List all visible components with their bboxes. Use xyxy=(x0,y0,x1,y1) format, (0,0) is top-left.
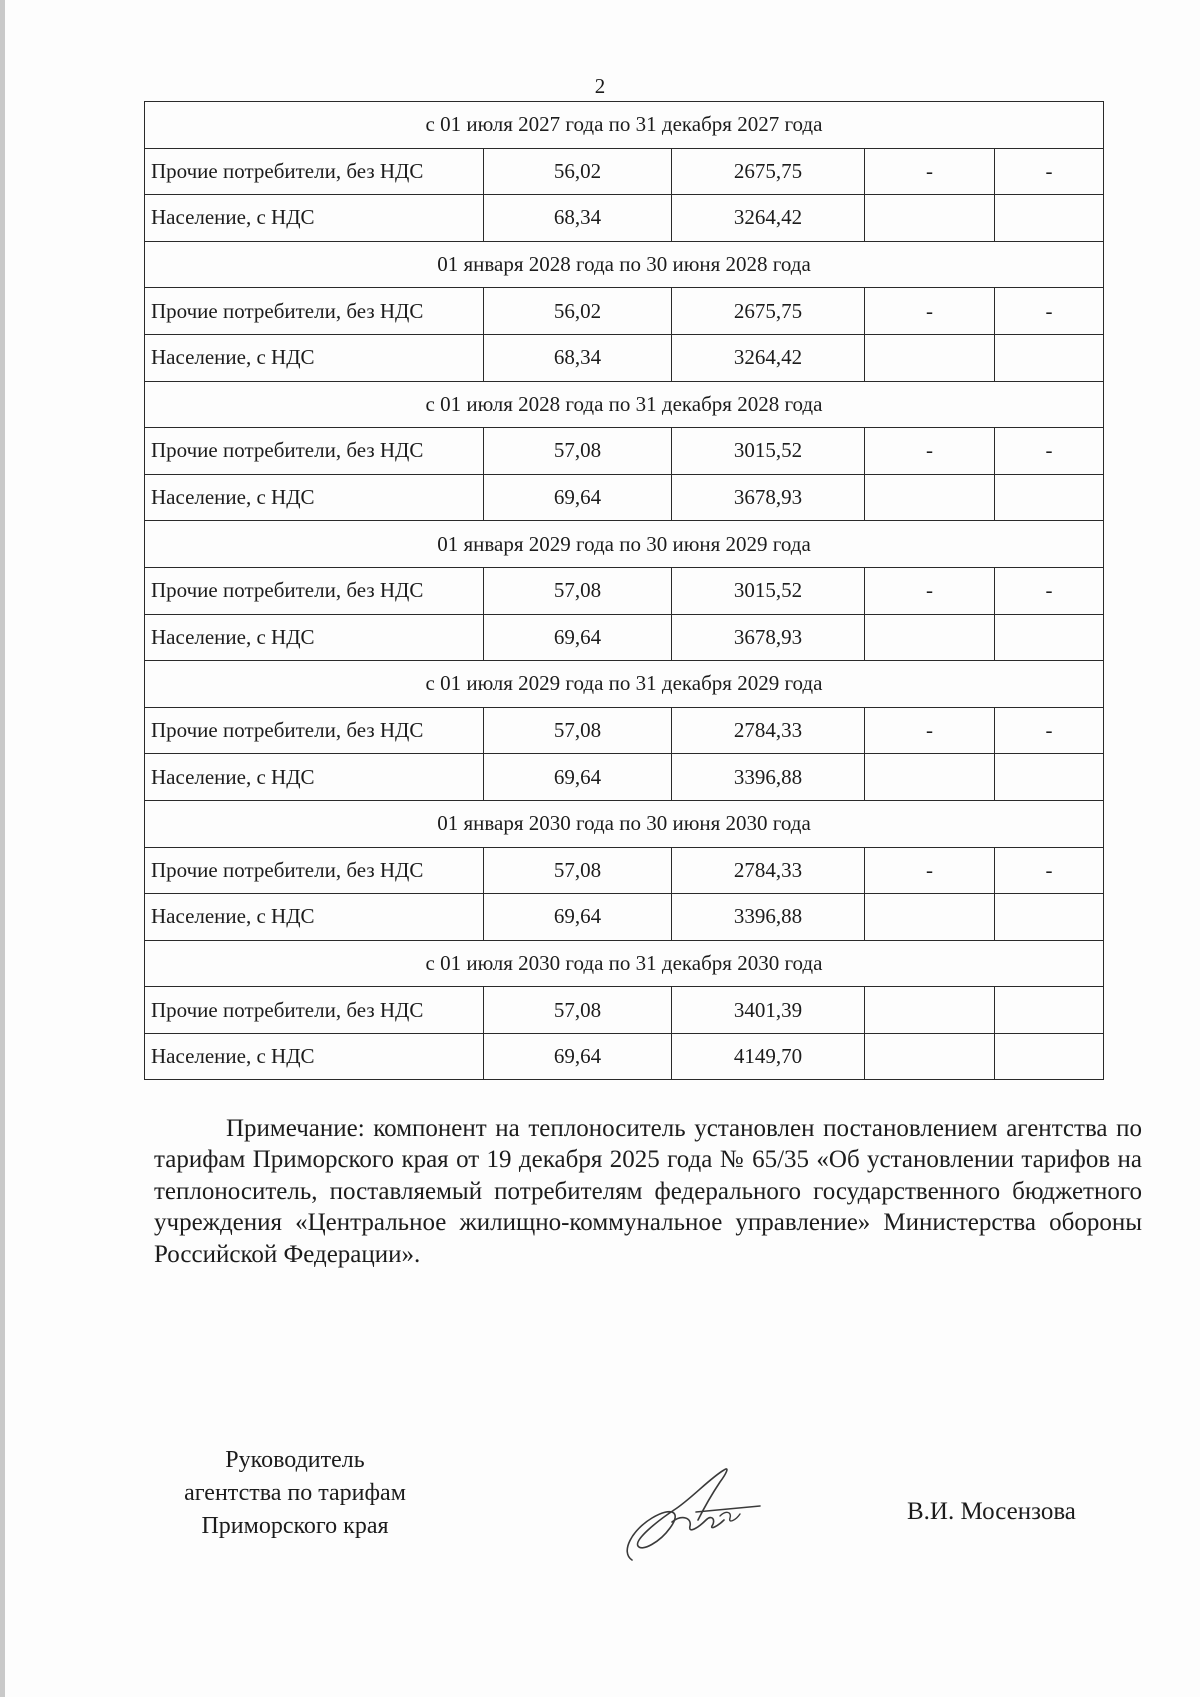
table-row xyxy=(145,474,1104,521)
tariff-value-cell: 2675,75 xyxy=(672,288,865,335)
tariff-value-cell: 68,34 xyxy=(484,334,672,381)
tariff-table xyxy=(144,101,1104,1080)
tariff-extra-cell: - xyxy=(995,428,1104,475)
tariff-value-cell: 4149,70 xyxy=(672,1033,865,1080)
tariff-extra-cell: - xyxy=(865,288,995,335)
signature-title-line: Руководитель xyxy=(225,1447,365,1473)
tariff-value-cell: 2675,75 xyxy=(672,148,865,195)
tariff-value-cell: 3401,39 xyxy=(672,987,865,1034)
tariff-value-cell: 3396,88 xyxy=(672,894,865,941)
tariff-value-cell: 69,64 xyxy=(484,614,672,661)
tariff-extra-cell xyxy=(865,894,995,941)
tariff-extra-cell xyxy=(865,754,995,801)
tariff-value-cell: 69,64 xyxy=(484,1033,672,1080)
tariff-value-cell: 57,08 xyxy=(484,707,672,754)
table-row xyxy=(145,847,1104,894)
period-row xyxy=(145,241,1104,288)
table-row xyxy=(145,614,1104,661)
table-row xyxy=(145,148,1104,195)
table-row xyxy=(145,894,1104,941)
table-row xyxy=(145,754,1104,801)
period-label: с 01 июля 2030 года по 31 декабря 2030 года xyxy=(145,940,1104,987)
table-row xyxy=(145,334,1104,381)
period-row xyxy=(145,940,1104,987)
note-paragraph: Примечание: компонент на теплоноситель установлен постановлением агентства по тарифам Приморского края от 19 декабря 2025 года № 65/35 «Об установлении тарифов на теплоноситель, поставляемый потребителям федерального государственного бюджетного учреждения «Центральное жилищно-коммунальное управление» Министерства обороны Российской Федерации». xyxy=(154,1115,1142,1268)
tariff-value-cell: 69,64 xyxy=(484,894,672,941)
tariff-extra-cell xyxy=(995,614,1104,661)
tariff-extra-cell: - xyxy=(865,847,995,894)
tariff-value-cell: 57,08 xyxy=(484,847,672,894)
tariff-extra-cell xyxy=(995,894,1104,941)
tariff-value-cell: 56,02 xyxy=(484,148,672,195)
table-row xyxy=(145,1033,1104,1080)
tariff-extra-cell: - xyxy=(865,428,995,475)
period-row xyxy=(145,381,1104,428)
period-row xyxy=(145,102,1104,149)
tariff-table-body xyxy=(145,102,1104,1080)
tariff-extra-cell xyxy=(995,334,1104,381)
consumer-category-cell: Население, с НДС xyxy=(145,894,484,941)
tariff-value-cell: 57,08 xyxy=(484,428,672,475)
consumer-category-cell: Население, с НДС xyxy=(145,754,484,801)
consumer-category-cell: Прочие потребители, без НДС xyxy=(145,707,484,754)
tariff-extra-cell xyxy=(865,334,995,381)
tariff-value-cell: 3396,88 xyxy=(672,754,865,801)
period-label: с 01 июля 2027 года по 31 декабря 2027 года xyxy=(145,102,1104,149)
tariff-extra-cell xyxy=(865,614,995,661)
period-row xyxy=(145,661,1104,708)
tariff-extra-cell xyxy=(995,754,1104,801)
tariff-extra-cell xyxy=(995,474,1104,521)
signature-title xyxy=(150,1444,440,1543)
tariff-value-cell: 3264,42 xyxy=(672,195,865,242)
tariff-extra-cell: - xyxy=(995,567,1104,614)
table-row xyxy=(145,288,1104,335)
period-label: с 01 июля 2028 года по 31 декабря 2028 года xyxy=(145,381,1104,428)
tariff-value-cell: 57,08 xyxy=(484,567,672,614)
consumer-category-cell: Прочие потребители, без НДС xyxy=(145,148,484,195)
period-row xyxy=(145,521,1104,568)
signature-title-line: агентства по тарифам xyxy=(184,1480,406,1506)
tariff-extra-cell: - xyxy=(995,288,1104,335)
tariff-extra-cell xyxy=(865,987,995,1034)
tariff-value-cell: 3678,93 xyxy=(672,474,865,521)
consumer-category-cell: Население, с НДС xyxy=(145,474,484,521)
tariff-value-cell: 57,08 xyxy=(484,987,672,1034)
tariff-value-cell: 69,64 xyxy=(484,474,672,521)
handwritten-signature xyxy=(612,1460,792,1570)
period-label: 01 января 2030 года по 30 июня 2030 года xyxy=(145,800,1104,847)
tariff-extra-cell xyxy=(865,474,995,521)
consumer-category-cell: Прочие потребители, без НДС xyxy=(145,288,484,335)
consumer-category-cell: Прочие потребители, без НДС xyxy=(145,567,484,614)
tariff-extra-cell xyxy=(995,195,1104,242)
table-row xyxy=(145,707,1104,754)
tariff-extra-cell xyxy=(995,987,1104,1034)
tariff-value-cell: 3264,42 xyxy=(672,334,865,381)
tariff-value-cell: 69,64 xyxy=(484,754,672,801)
table-row xyxy=(145,567,1104,614)
period-row xyxy=(145,800,1104,847)
period-label: 01 января 2028 года по 30 июня 2028 года xyxy=(145,241,1104,288)
table-row xyxy=(145,987,1104,1034)
tariff-extra-cell: - xyxy=(865,567,995,614)
tariff-value-cell: 56,02 xyxy=(484,288,672,335)
tariff-extra-cell xyxy=(865,1033,995,1080)
consumer-category-cell: Население, с НДС xyxy=(145,1033,484,1080)
page-number: 2 xyxy=(594,74,606,98)
table-row xyxy=(145,428,1104,475)
tariff-extra-cell: - xyxy=(995,707,1104,754)
consumer-category-cell: Население, с НДС xyxy=(145,195,484,242)
table-row xyxy=(145,195,1104,242)
tariff-value-cell: 2784,33 xyxy=(672,847,865,894)
consumer-category-cell: Население, с НДС xyxy=(145,614,484,661)
tariff-value-cell: 3678,93 xyxy=(672,614,865,661)
period-label: 01 января 2029 года по 30 июня 2029 года xyxy=(145,521,1104,568)
tariff-extra-cell xyxy=(865,195,995,242)
consumer-category-cell: Прочие потребители, без НДС xyxy=(145,987,484,1034)
signature-title-line: Приморского края xyxy=(201,1513,389,1539)
tariff-value-cell: 3015,52 xyxy=(672,567,865,614)
scan-edge xyxy=(0,0,5,1697)
signer-name: В.И. Мосензова xyxy=(907,1498,1076,1525)
tariff-extra-cell xyxy=(995,1033,1104,1080)
tariff-extra-cell: - xyxy=(995,148,1104,195)
tariff-extra-cell: - xyxy=(865,148,995,195)
period-label: с 01 июля 2029 года по 31 декабря 2029 года xyxy=(145,661,1104,708)
tariff-extra-cell: - xyxy=(865,707,995,754)
tariff-value-cell: 2784,33 xyxy=(672,707,865,754)
consumer-category-cell: Население, с НДС xyxy=(145,334,484,381)
tariff-extra-cell: - xyxy=(995,847,1104,894)
tariff-value-cell: 68,34 xyxy=(484,195,672,242)
consumer-category-cell: Прочие потребители, без НДС xyxy=(145,847,484,894)
consumer-category-cell: Прочие потребители, без НДС xyxy=(145,428,484,475)
tariff-value-cell: 3015,52 xyxy=(672,428,865,475)
